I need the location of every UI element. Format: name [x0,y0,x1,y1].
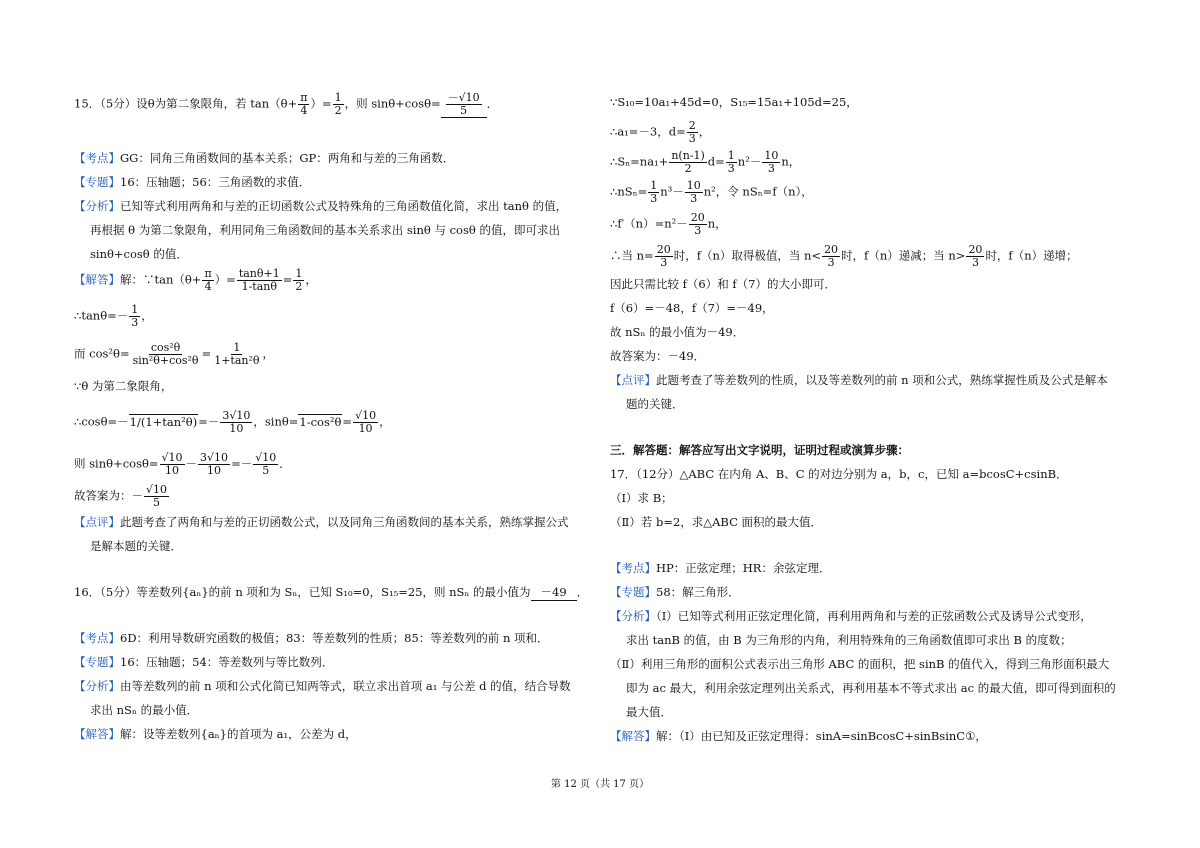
q16-fenxi-2: 求出 nSₙ 的最小值． [90,703,199,717]
q16-kaodian: 【考点】6D：利用导数研究函数的极值；83：等差数列的性质；85：等差数列的前 n 项和． [74,631,549,645]
q16-jieda: 【解答】解：设等差数列{aₙ}的首项为 a₁，公差为 d， [74,727,357,741]
r-dianping: 【点评】此题考查了等差数列的性质，以及等差数列的前 n 项和公式，熟练掌握性质及公式是解本 [610,373,1108,387]
q15-line-cos2: 而 cos²θ= $\frac{\text{cos²θ}}{\text{sin²θ+cos²θ}}$ = $\frac{1}{\text{1+tan²θ}}$ ， [74,341,275,367]
q17-part1: （Ⅰ）求 B； [610,491,673,505]
q15-line-sum: 则 sinθ+cosθ= $\frac{√10}{10}$ － $\frac{3√10}{10}$ =－ $\frac{√10}{5}$ ． [74,451,291,477]
q17-zhuanti: 【专题】58：解三角形． [610,585,740,599]
q15-dianping-2: 是解本题的关键． [90,539,182,553]
q15-fenxi-2: 再根据 θ 为第二象限角，利用同角三角函数间的基本关系求出 sinθ 与 cosθ 的值，即可求出 [90,223,560,237]
r-line-2: ∴a₁=－3，d= $\frac{2}{3}$ ， [610,119,711,145]
q16-zhuanti: 【专题】16：压轴题；54：等差数列与等比数列． [74,655,334,669]
r-line-5: ∴f′（n）=n²－ $\frac{20}{3}$ n， [610,211,727,237]
r-line-9: 故 nSₙ 的最小值为－49． [610,325,745,339]
section-3-heading: 三．解答题：解答应写出文字说明，证明过程或演算步骤： [610,443,909,457]
q15-kaodian: 【考点】GG：同角三角函数间的基本关系；GP：两角和与差的三角函数． [74,151,455,165]
r-line-3: ∴Sₙ=na₁+ $\frac{n(n-1)}{2}$ d= $\frac{1}{3}$ n²－ $\frac{10}{3}$ n， [610,149,801,175]
q17-fenxi: 【分析】（Ⅰ）已知等式利用正弦定理化简，再利用两角和与差的正弦函数公式及诱导公式变形， [610,609,1092,623]
q15-line-quadrant: ∵θ 为第二象限角， [74,379,173,393]
q15-dianping: 【点评】此题考查了两角和与差的正切函数公式，以及同角三角函数间的基本关系，熟练掌握公式 [74,515,569,529]
q17-fenxi-3: （Ⅱ）利用三角形的面积公式表示出三角形 ABC 的面积，把 sinB 的值代入，得到三角形面积最大 [610,657,1110,671]
q17-fenxi-4: 即为 ac 最大，利用余弦定理列出关系式，再利用基本不等式求出 ac 的最大值，即可得到面积的 [626,681,1116,695]
r-line-1: ∵S₁₀=10a₁+45d=0，S₁₅=15a₁+105d=25， [610,95,858,109]
q15-fenxi: 【分析】已知等式利用两角和与差的正切函数公式及特殊角的三角函数值化简，求出 tanθ 的值， [74,199,568,213]
q16-fenxi: 【分析】由等差数列的前 n 项和公式化简已知两等式，联立求出首项 a₁ 与公差 d 的值，结合导数 [74,679,571,693]
q17-fenxi-2: 求出 tanB 的值，由 B 为三角形的内角，利用特殊角的三角函数值即可求出 B 的度数； [626,633,1072,647]
q15-answer: 故答案为：－ $\frac{√10}{5}$ [74,483,168,509]
r-line-8: f（6）=－48，f（7）=－49， [610,301,774,315]
q15-stem: 15．（5分）设θ为第二象限角，若 tan（θ+ $\frac{\pi}{4}$ ）= $\frac{1}{2}$ ，则 sinθ+cosθ= $\frac{-√10}{5}$ ． [74,91,499,117]
q15-line-tan: ∴tanθ=－ $\frac{1}{3}$ ， [74,303,153,329]
r-line-10: 故答案为：－49． [610,349,706,363]
q15-fenxi-3: sinθ+cosθ 的值． [90,247,188,261]
q17-jieda: 【解答】解：（Ⅰ）由已知及正弦定理得：sinA=sinBcosC+sinBsinC①， [610,729,987,743]
q15-zhuanti: 【专题】16：压轴题；56：三角函数的求值． [74,175,311,189]
r-line-7: 因此只需比较 f（6）和 f（7）的大小即可． [610,277,836,291]
r-line-6: ∴当 n= $\frac{20}{3}$ 时，f（n）取得极值，当 n< $\frac{20}{3}$ 时，f（n）递减；当 n> $\frac{20}{3}$ 时，f（n）递增； [610,243,1078,269]
q17-stem: 17．（12分）△ABC 在内角 A、B、C 的对边分别为 a，b，c，已知 a=bcosC+csinB． [610,467,1068,481]
q15-jieda: 【解答】解：∵tan（θ+ $\frac{\pi}{4}$ ）= $\frac{\tan\theta+1}{1-\tan\theta}$ = $\frac{1}{2}$ ， [74,267,317,293]
r-dianping-2: 题的关键． [626,397,684,411]
q17-fenxi-5: 最大值． [626,705,672,719]
q16-stem: 16．（5分）等差数列{aₙ}的前 n 项和为 Sₙ，已知 S₁₀=0，S₁₅=25，则 nSₙ 的最小值为 －49 ． [74,585,589,599]
r-line-4: ∴nSₙ= $\frac{1}{3}$ n³－ $\frac{10}{3}$ n²，令 nSₙ=f（n）， [610,179,813,205]
page-footer: 第 12 页（共 17 页） [550,779,650,790]
q17-kaodian: 【考点】HP：正弦定理；HR：余弦定理． [610,561,831,575]
q17-part2: （Ⅱ）若 b=2，求△ABC 面积的最大值． [610,515,823,529]
q15-line-cos: ∴cosθ=－1/(1+tan²θ)=－ $\frac{3√10}{10}$ ，sinθ=1-cos²θ= $\frac{√10}{10}$ ， [74,409,391,435]
